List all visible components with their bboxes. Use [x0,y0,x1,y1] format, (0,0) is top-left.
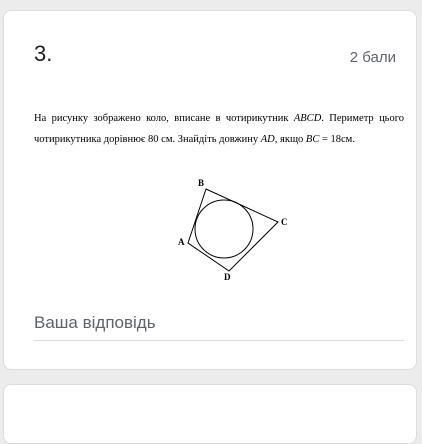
question-points: 2 бали [349,49,396,66]
question-text: На рисунку зображено коло, вписане в чотирикутник ABCD. Периметр цього чотирикутника дорівнює 80 см. Знайдіть довжину AD, якщо BC = 18см. [34,113,405,145]
label-a: A [178,237,185,247]
next-question-card [3,384,417,444]
answer-underline [34,340,404,341]
label-b: B [198,178,205,188]
label-d: D [224,272,231,282]
label-c: C [281,217,288,227]
quadrilateral-figure [172,173,302,283]
question-number: 3. [34,41,53,66]
question-card [3,10,417,370]
answer-input[interactable]: Ваша відповідь [34,313,156,332]
inscribed-circle [195,200,253,258]
